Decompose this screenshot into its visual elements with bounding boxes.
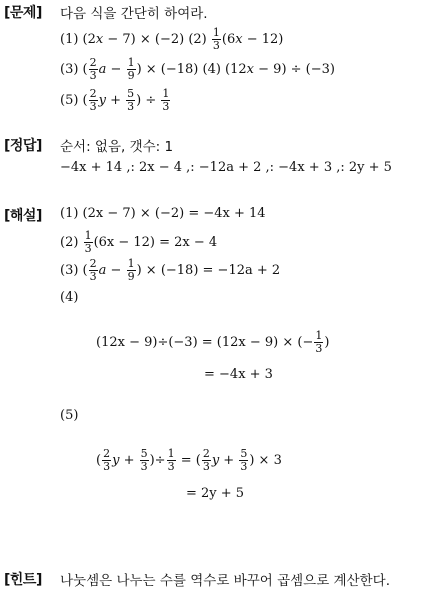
fraction: $\frac{1}{3}$ xyxy=(162,87,170,113)
problem-item-1-2: (1) (2x − 7) × (−2) (2) $\frac{1}{3}$ (6x − 12) xyxy=(60,26,284,52)
solution-4-line1: (12x − 9)÷(−3) = (12x − 9) × (− $\frac{1}{3}$ ) xyxy=(96,329,330,355)
fraction: $\frac{1}{9}$ xyxy=(127,56,135,82)
solution-5-line2: = 2y + 5 xyxy=(186,486,245,501)
fraction: $\frac{2}{3}$ xyxy=(89,56,97,82)
fraction: $\frac{1}{9}$ xyxy=(127,257,135,283)
solution-5-label: (5) xyxy=(60,408,79,423)
solution-3: (3) ( $\frac{2}{3}$ a − $\frac{1}{9}$ ) × (−18) = −12a + 2 xyxy=(60,257,281,283)
fraction: $\frac{1}{3}$ xyxy=(84,229,92,255)
hint-tag: [힌트] xyxy=(4,572,42,588)
answer-tag: [정답] xyxy=(4,138,42,154)
solution-2: (2) $\frac{1}{3}$ (6x − 12) = 2x − 4 xyxy=(60,229,218,255)
solution-4-label: (4) xyxy=(60,290,79,305)
fraction: $\frac{5}{3}$ xyxy=(240,447,248,473)
solution-4-line2: = −4x + 3 xyxy=(204,367,273,382)
solution-1: (1) (2x − 7) × (−2) = −4x + 14 xyxy=(60,206,266,221)
fraction: $\frac{2}{3}$ xyxy=(202,447,210,473)
fraction: $\frac{2}{3}$ xyxy=(103,447,111,473)
fraction: $\frac{2}{3}$ xyxy=(89,87,97,113)
answer-list: −4x + 14 ,: 2x − 4 ,: −12a + 2 ,: −4x + 3 ,: 2y + 5 xyxy=(60,160,392,175)
problem-item-5: (5) ( $\frac{2}{3}$ y + $\frac{5}{3}$ ) ÷ $\frac{1}{3}$ xyxy=(60,87,170,113)
fraction: $\frac{1}{3}$ xyxy=(167,447,175,473)
fraction: $\frac{2}{3}$ xyxy=(89,257,97,283)
solution-5-line1: ( $\frac{2}{3}$ y + $\frac{5}{3}$ )÷ $\frac{1}{3}$ = ( $\frac{2}{3}$ y + $\frac{5}{3}$ ) × 3 xyxy=(96,447,282,473)
fraction: $\frac{1}{3}$ xyxy=(212,26,220,52)
hint-text: 나눗셈은 나누는 수를 역수로 바꾸어 곱셈으로 계산한다. xyxy=(60,573,390,589)
problem-tag: [문제] xyxy=(4,5,42,21)
fraction: $\frac{5}{3}$ xyxy=(127,87,135,113)
answer-order-count: 순서: 없음, 갯수: 1 xyxy=(60,139,174,155)
solution-tag: [해설] xyxy=(4,208,42,224)
problem-item-3-4: (3) ( $\frac{2}{3}$ a − $\frac{1}{9}$ ) × (−18) (4) (12x − 9) ÷ (−3) xyxy=(60,56,335,82)
fraction: $\frac{5}{3}$ xyxy=(140,447,148,473)
fraction: $\frac{1}{3}$ xyxy=(315,329,323,355)
problem-instruction: 다음 식을 간단히 하여라. xyxy=(60,6,208,22)
